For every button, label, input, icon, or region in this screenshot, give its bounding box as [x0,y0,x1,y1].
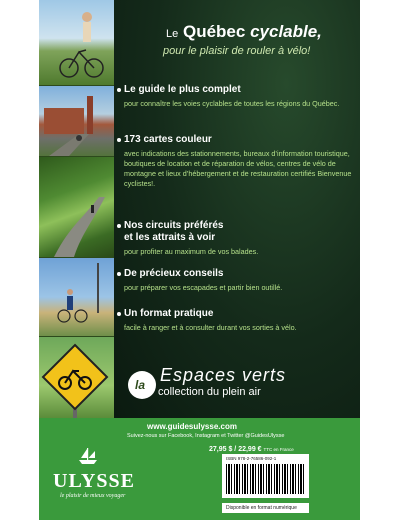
website-link[interactable]: www.guidesulysse.com [147,422,237,431]
photo-forest-trail [39,157,114,258]
feature-desc: avec indications des stationnements, bureaux d’information touristique, boutiques de location et de réparation de vélos, centres de vélo de montagne et lieux d’hébergement et de restauration certifiés Bienvenue cyclistes!. [124,149,352,188]
publisher-logo: ULYSSE [53,470,135,492]
feature-title: Un format pratique [124,308,214,319]
bullet-icon [117,312,121,316]
feature-desc: pour préparer vos escapades et partir bien outillé. [124,283,283,292]
footer-panel [39,418,360,520]
bullet-icon [117,138,121,142]
barcode-bars [226,464,306,494]
bullet-icon [117,224,121,228]
feature-desc: facile à ranger et à consulter durant vos sorties à vélo. [124,323,297,332]
digital-availability-box [222,503,309,513]
bullet-icon [117,88,121,92]
bullet-icon [117,272,121,276]
barcode [222,454,309,498]
feature-desc: pour profiter au maximum de vos balades. [124,247,259,256]
photo-urban-path [39,86,114,157]
espaces-verts-logo-text: la [135,378,146,392]
digital-availability-text: Disponible en format numérique [226,505,297,511]
collection-subtitle: collection du plein air [158,386,261,398]
feature-desc: pour connaître les voies cyclables de toutes les régions du Québec. [124,99,340,108]
cover-title: Le Québec cyclable, [166,22,322,41]
feature-title: Le guide le plus complet [124,84,241,95]
publisher-tagline: le plaisir de mieux voyager [60,493,126,499]
collection-title: Espaces verts [160,365,287,385]
social-follow-text: Suivez-nous sur Facebook, Instagram et Twitter @GuidesUlysse [127,433,285,439]
feature-title: et les attraits à voir [124,232,216,243]
photo-cyclists-field [39,0,114,86]
isbn-text: ISBN 978-2-76586-092-1 [226,456,277,461]
book-back-cover [39,0,360,520]
photo-strip [39,0,114,418]
photo-cyclists-lakeside [39,258,114,337]
feature-title: De précieux conseils [124,268,224,279]
photo-bicycle-sign [39,337,114,419]
feature-title: Nos circuits préférés [124,220,224,231]
cover-subtitle: pour le plaisir de rouler à vélo! [163,45,311,57]
ship-logo-icon [77,446,99,466]
main-panel [114,0,360,418]
feature-title: 173 cartes couleur [124,134,212,145]
price-text: 27,95 $ / 22,99 € TTC en France [209,446,294,453]
